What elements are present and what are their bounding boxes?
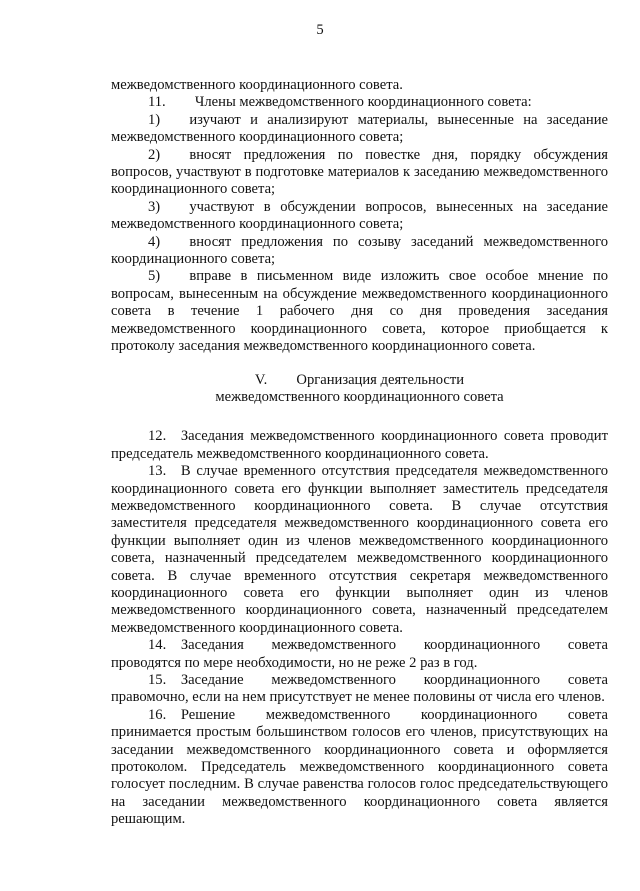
section-heading-line-1: V. Организация деятельности	[254, 371, 465, 388]
paragraph-item-15: 15. Заседание межведомственного координационного совета правомочно, если на нем присутствует не менее половины от числа его членов.	[111, 672, 608, 706]
page-number: 5	[316, 22, 324, 38]
document-body	[111, 77, 608, 829]
paragraph-continuation: межведомственного координационного совета.	[111, 77, 403, 93]
paragraph-item-11: 11. Члены межведомственного координационного совета:	[148, 94, 532, 111]
paragraph-item-13: 13. В случае временного отсутствия председателя межведомственного координационного совета его функции выполняет заместитель председателя межведомственного координационного совета. В случае отсутствия заместителя председателя межведомственного координационного совета его функции выполняет один из членов межведомственного координационного совета, назначенный председателем межведомственного координационного совета. В случае временного отсутствия секретаря межведомственного координационного совета его функции выполняет один из членов межведомственного координационного совета, назначенный председателем межведомственного координационного совета.	[111, 463, 608, 636]
paragraph-subitem-1: 1) изучают и анализируют материалы, вынесенные на заседание межведомственного координационного совета;	[111, 111, 608, 146]
paragraph-subitem-4: 4) вносят предложения по созыву заседаний межведомственного координационного совета;	[111, 233, 608, 268]
paragraph-subitem-5: 5) вправе в письменном виде изложить свое особое мнение по вопросам, вынесенным на обсуждение межведомственного координационного совета в течение 1 рабочего дня со дня проведения заседания межведомственного координационного совета, которое приобщается к протоколу заседания межведомственного координационного совета.	[111, 268, 608, 355]
paragraph-item-16: 16. Решение межведомственного координационного совета принимается простым большинством голосов его членов, присутствующих на заседании межведомственного координационного совета и оформляется протоколом. Председатель межведомственного координационного совета голосует последним. В случае равенства голосов голос председательствующего на заседании межведомственного координационного совета является решающим.	[111, 706, 608, 828]
paragraph-subitem-3: 3) участвуют в обсуждении вопросов, вынесенных на заседание межведомственного координационного совета;	[111, 198, 608, 233]
section-heading-line-2: межведомственного координационного совета	[215, 388, 504, 405]
paragraph-item-14: 14. Заседания межведомственного координационного совета проводятся по мере необходимости, но не реже 2 раз в год.	[111, 637, 608, 671]
paragraph-item-12: 12. Заседания межведомственного координационного совета проводит председатель межведомственного координационного совета.	[111, 428, 608, 462]
paragraph-subitem-2: 2) вносят предложения по повестке дня, порядку обсуждения вопросов, участвуют в подготовке материалов к заседанию межведомственного координационного совета;	[111, 146, 608, 198]
section-heading	[111, 372, 608, 407]
